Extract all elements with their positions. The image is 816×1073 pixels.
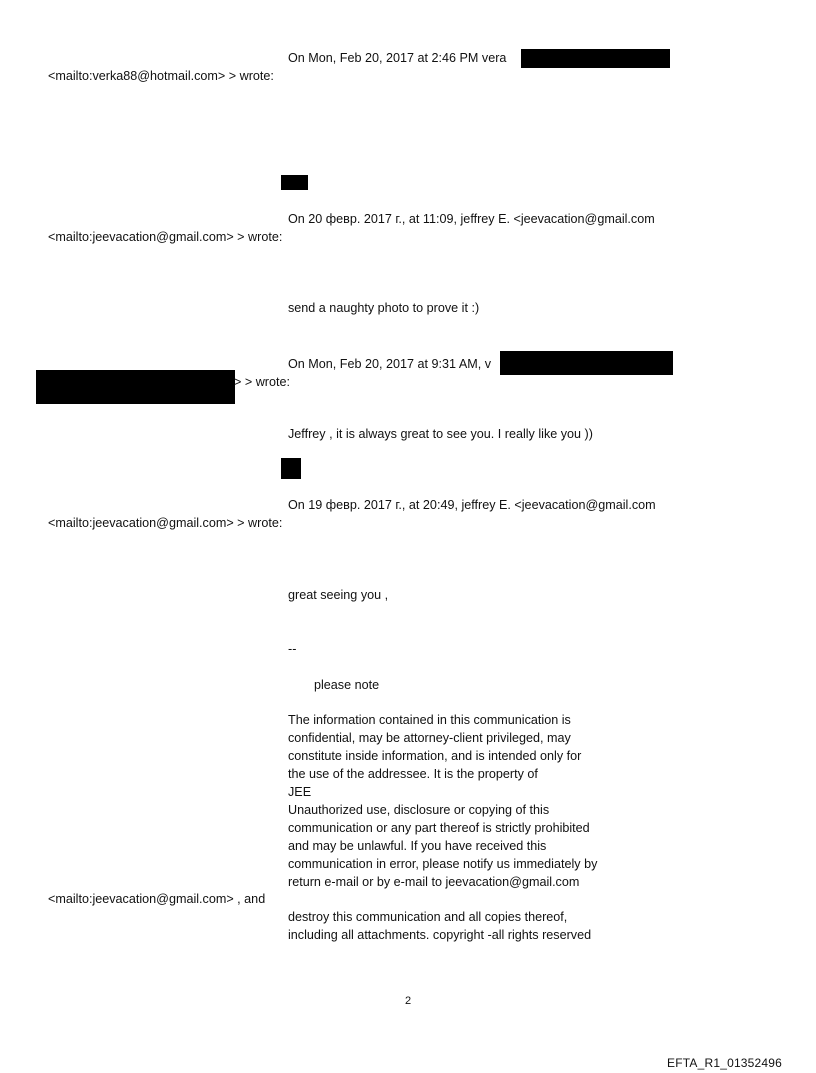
disclaimer-paragraph bbox=[288, 711, 597, 891]
email-body-text: great seeing you , bbox=[288, 588, 389, 602]
please-note-heading: please note bbox=[314, 678, 380, 692]
disclaimer-line: communication in error, please notify us immediately by bbox=[288, 857, 598, 871]
disclaimer-end-paragraph bbox=[288, 908, 591, 944]
email-header-continuation: <mailto:jeevacation@gmail.com> > wrote: bbox=[48, 230, 283, 244]
email-header-line: On Mon, Feb 20, 2017 at 9:31 AM, v bbox=[288, 357, 492, 371]
disclaimer-line: and may be unlawful. If you have received this bbox=[288, 839, 547, 853]
disclaimer-line: including all attachments. copyright -all rights reserved bbox=[288, 928, 592, 942]
disclaimer-line: JEE bbox=[288, 785, 312, 799]
redaction-block bbox=[521, 49, 670, 68]
email-body-text: send a naughty photo to prove it :) bbox=[288, 301, 480, 315]
disclaimer-line: the use of the addressee. It is the property of bbox=[288, 767, 538, 781]
email-header-continuation: > > wrote: bbox=[234, 375, 291, 389]
email-header-continuation: <mailto:verka88@hotmail.com> > wrote: bbox=[48, 69, 274, 83]
disclaimer-line: The information contained in this communication is bbox=[288, 713, 571, 727]
signature-separator: -- bbox=[288, 642, 297, 656]
redaction-block bbox=[281, 458, 301, 479]
email-header-line: On 19 февр. 2017 г., at 20:49, jeffrey E. <jeevacation@gmail.com bbox=[288, 498, 656, 512]
email-header-line: On 20 февр. 2017 г., at 11:09, jeffrey E. <jeevacation@gmail.com bbox=[288, 212, 655, 226]
mailto-link-line: <mailto:jeevacation@gmail.com> , and bbox=[48, 892, 266, 906]
page-number: 2 bbox=[405, 995, 412, 1007]
email-body-text: Jeffrey , it is always great to see you. I really like you )) bbox=[288, 427, 593, 441]
disclaimer-line: confidential, may be attorney-client privileged, may bbox=[288, 731, 571, 745]
email-header-line: On Mon, Feb 20, 2017 at 2:46 PM vera bbox=[288, 51, 507, 65]
disclaimer-line: return e-mail or by e-mail to jeevacation@gmail.com bbox=[288, 875, 580, 889]
disclaimer-line: destroy this communication and all copies thereof, bbox=[288, 910, 568, 924]
redaction-block bbox=[500, 351, 673, 375]
bates-number: EFTA_R1_01352496 bbox=[667, 1056, 783, 1070]
disclaimer-line: Unauthorized use, disclosure or copying of this bbox=[288, 803, 550, 817]
disclaimer-line: constitute inside information, and is intended only for bbox=[288, 749, 582, 763]
email-header-continuation: <mailto:jeevacation@gmail.com> > wrote: bbox=[48, 516, 283, 530]
redaction-block bbox=[281, 175, 308, 190]
disclaimer-line: communication or any part thereof is strictly prohibited bbox=[288, 821, 590, 835]
redaction-block bbox=[36, 370, 235, 404]
